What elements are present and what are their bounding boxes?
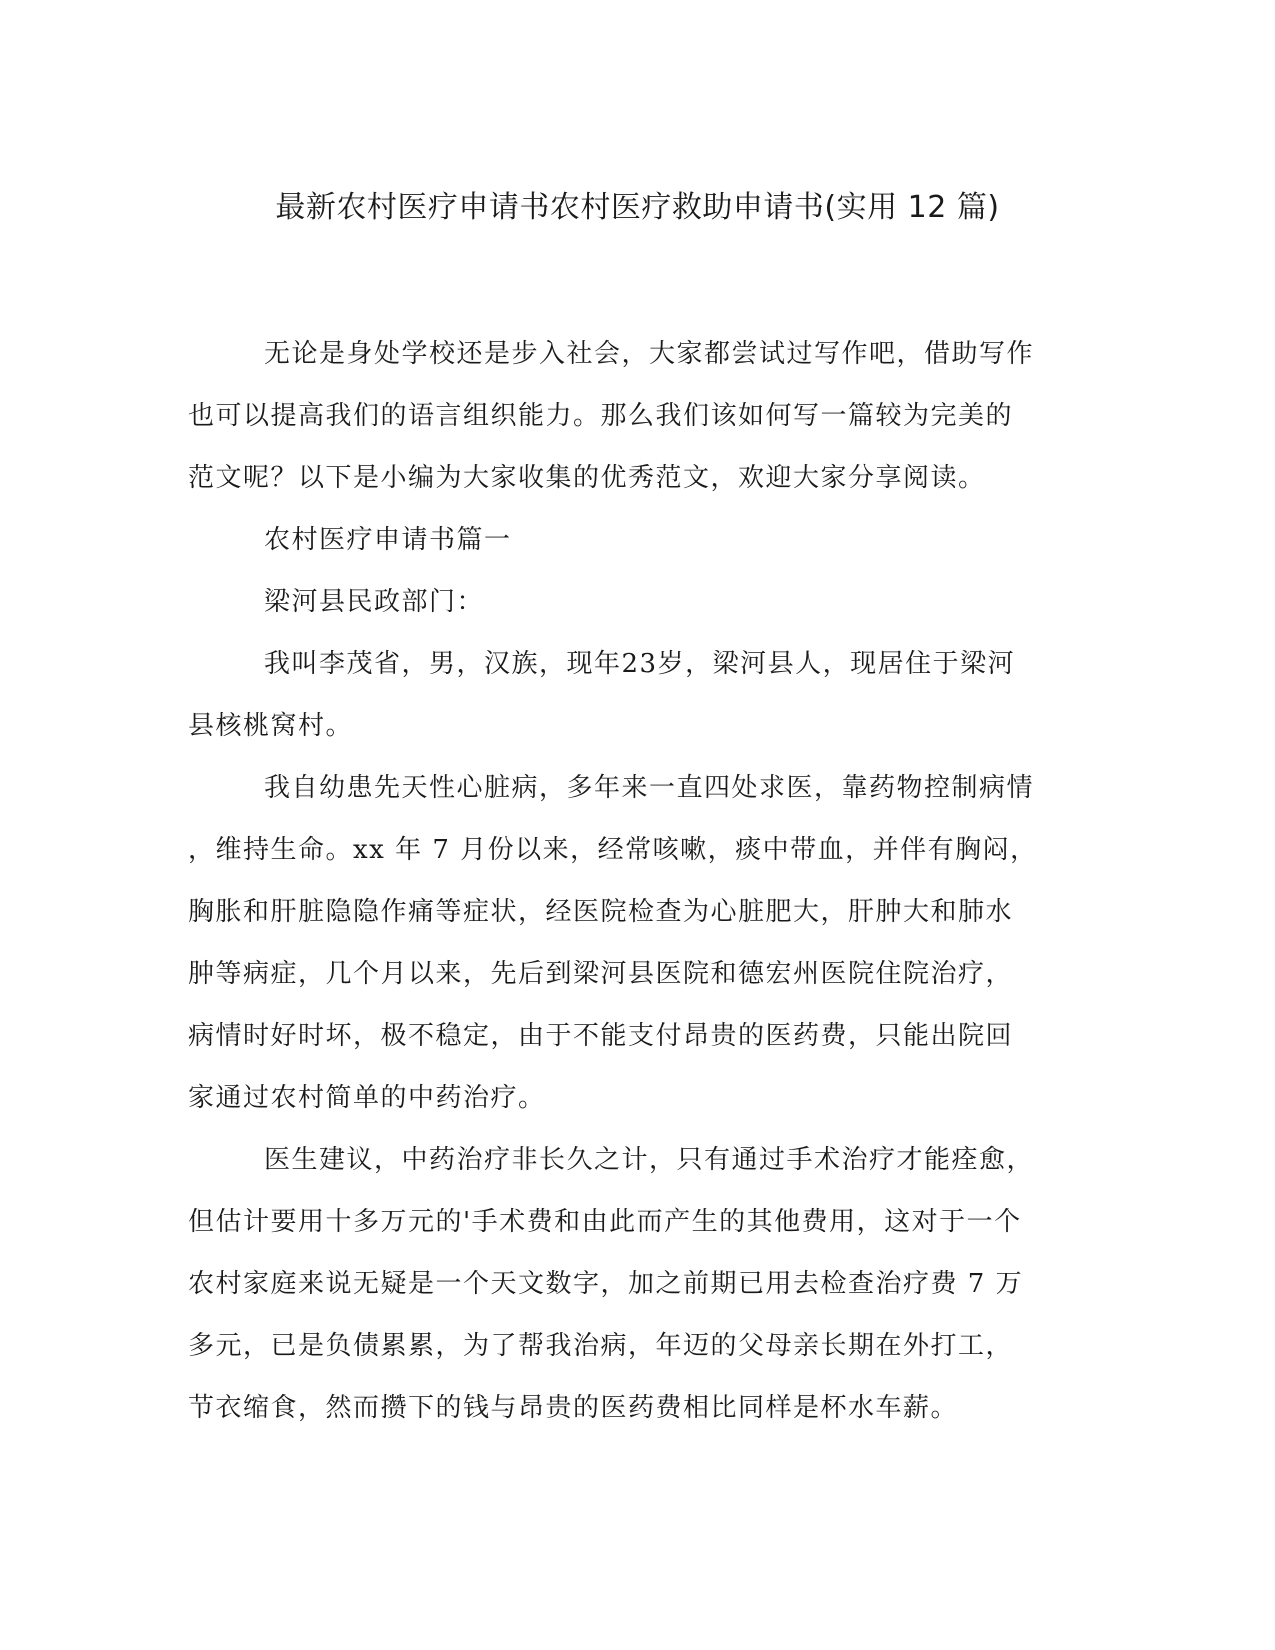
body-text-line: 我叫李茂省，男，汉族，现年23岁，梁河县人，现居住于梁河 xyxy=(264,649,1016,679)
body-text-line: 县核桃窝村。 xyxy=(188,711,354,741)
body-text-line: 也可以提高我们的语言组织能力。那么我们该如何写一篇较为完美的 xyxy=(188,401,1014,431)
body-text-line: 无论是身处学校还是步入社会，大家都尝试过写作吧，借助写作 xyxy=(264,339,1035,369)
body-text-line: 病情时好时坏，极不稳定，由于不能支付昂贵的医药费，只能出院回 xyxy=(188,1021,1014,1051)
document-title: 最新农村医疗申请书农村医疗救助申请书(实用 12 篇) xyxy=(275,190,1000,225)
body-text-line: 农村家庭来说无疑是一个天文数字，加之前期已用去检查治疗费 7 万 xyxy=(188,1269,1024,1299)
body-text-line: 我自幼患先天性心脏病，多年来一直四处求医，靠药物控制病情 xyxy=(264,773,1035,803)
body-text-line: 但估计要用十多万元的'手术费和由此而产生的其他费用，这对于一个 xyxy=(188,1207,1022,1237)
body-text-line: 梁河县民政部门： xyxy=(264,587,485,617)
document-body xyxy=(188,323,1078,1439)
body-text-line: 农村医疗申请书篇一 xyxy=(264,525,512,555)
body-text-line: ，维持生命。xx 年 7 月份以来，经常咳嗽，痰中带血，并伴有胸闷， xyxy=(188,835,1038,865)
body-text-line: 胸胀和肝脏隐隐作痛等症状，经医院检查为心脏肥大，肝肿大和肺水 xyxy=(188,897,1014,927)
body-text-line: 肿等病症，几个月以来，先后到梁河县医院和德宏州医院住院治疗， xyxy=(188,959,1014,989)
body-text-line: 节衣缩食，然而攒下的钱与昂贵的医药费相比同样是杯水车薪。 xyxy=(188,1393,959,1423)
body-text-line: 范文呢？以下是小编为大家收集的优秀范文，欢迎大家分享阅读。 xyxy=(188,463,986,493)
body-text-line: 医生建议，中药治疗非长久之计，只有通过手术治疗才能痊愈， xyxy=(264,1145,1035,1175)
body-text-line: 家通过农村简单的中药治疗。 xyxy=(188,1083,546,1113)
body-text-line: 多元，已是负债累累，为了帮我治病，年迈的父母亲长期在外打工， xyxy=(188,1331,1014,1361)
